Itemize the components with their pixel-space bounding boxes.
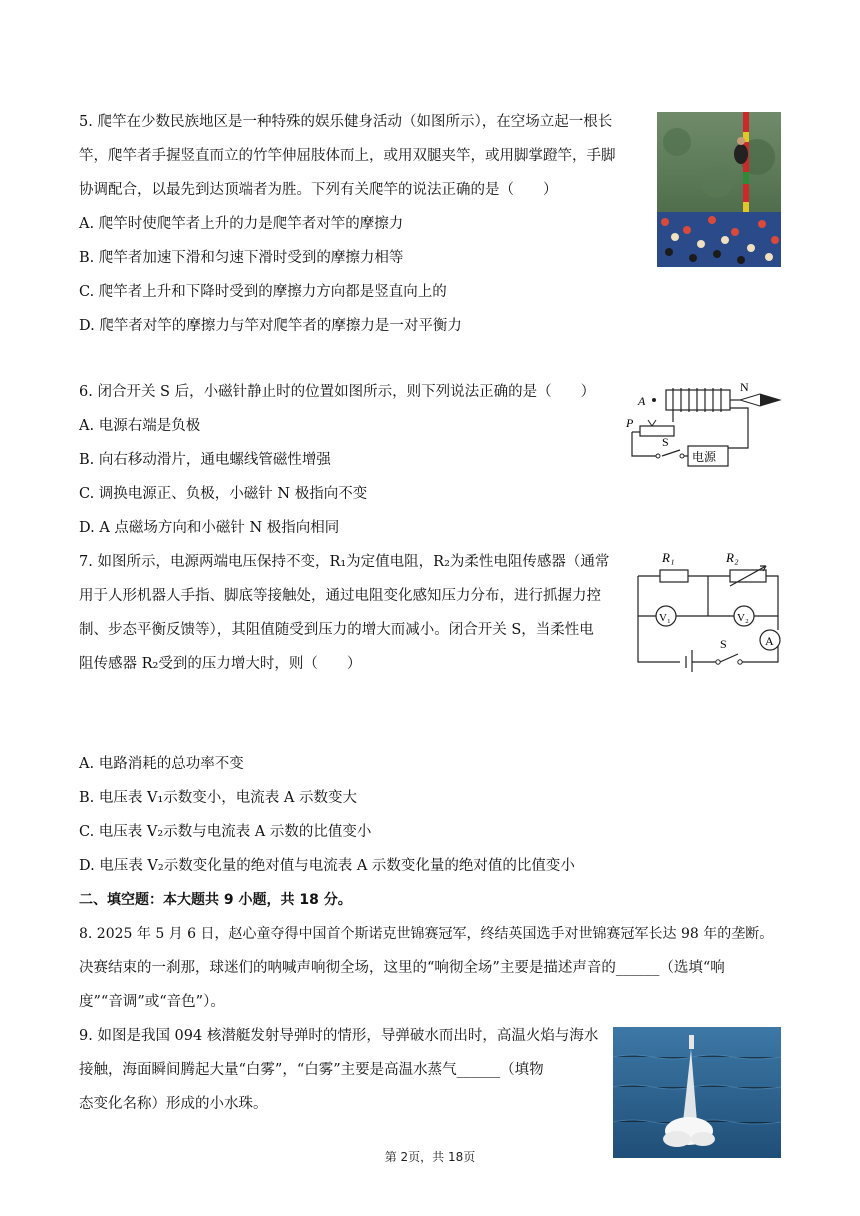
- q7-option-b: B. 电压表 V₁示数变小，电流表 A 示数变大: [79, 790, 357, 806]
- switch-label: S: [720, 637, 727, 651]
- power-supply-label: 电源: [692, 450, 717, 464]
- q9-line-2: 接触，海面瞬间腾起大量“白雾”，“白雾”主要是高温水蒸气______（填物: [79, 1062, 544, 1078]
- q7-stem-line-4: 阻传感器 R₂受到的压力增大时，则（ ）: [79, 656, 362, 672]
- north-pole-label: N: [740, 380, 749, 394]
- missile-launch-photo: [613, 1027, 781, 1158]
- voltmeter-v1-label: V₁: [659, 612, 671, 624]
- q5-stem-line-2: 竿，爬竿者手握竖直而立的竹竿伸屈肢体而上，或用双腿夹竿，或用脚掌蹬竿，手脚: [79, 148, 616, 164]
- section-heading: 二、填空题：本大题共 9 小题，共 18 分。: [79, 892, 352, 908]
- q6-option-a: A. 电源右端是负极: [79, 418, 201, 434]
- page-footer: 第 2页，共 18页: [384, 1150, 476, 1164]
- q9-line-3: 态变化名称）形成的小水珠。: [79, 1096, 268, 1112]
- point-a-label: A: [638, 394, 646, 408]
- q5-option-a: A. 爬竿时使爬竿者上升的力是爬竿者对竿的摩擦力: [79, 216, 404, 232]
- pole-climbing-photo: [657, 112, 781, 267]
- q7-option-a: A. 电路消耗的总功率不变: [79, 756, 244, 772]
- r2-label: R₂: [726, 550, 739, 565]
- switch-s-label: S: [662, 435, 669, 449]
- q6-option-c: C. 调换电源正、负极，小磁针 N 极指向不变: [79, 486, 368, 502]
- q5-stem-line-3: 协调配合，以最先到达顶端者为胜。下列有关爬竿的说法正确的是（ ）: [79, 182, 558, 198]
- q7-stem-line-3: 制、步态平衡反馈等），其阻值随受到压力的增大而减小。闭合开关 S，当柔性电: [79, 622, 594, 638]
- q5-option-b: B. 爬竿者加速下滑和匀速下滑时受到的摩擦力相等: [79, 250, 404, 266]
- q6-option-d: D. A 点磁场方向和小磁针 N 极指向相同: [79, 520, 340, 536]
- sensor-circuit-diagram: [630, 544, 786, 672]
- q9-line-1: 9. 如图是我国 094 核潜艇发射导弹时的情形，导弹破水而出时，高温火焰与海水: [79, 1028, 599, 1044]
- r1-label: R₁: [662, 550, 675, 565]
- q6-option-b: B. 向右移动滑片，通电螺线管磁性增强: [79, 452, 331, 468]
- voltmeter-v2-label: V₂: [737, 612, 749, 624]
- solenoid-circuit-diagram: [618, 378, 783, 468]
- q8-line-2: 决赛结束的一刹那，球迷们的呐喊声响彻全场，这里的“响彻全场”主要是描述声音的______（选填“响: [79, 960, 725, 976]
- q8-line-3: 度”“音调”或“音色”）。: [79, 994, 225, 1010]
- q6-stem: 6. 闭合开关 S 后，小磁针静止时的位置如图所示，则下列说法正确的是（ ）: [79, 384, 596, 400]
- q7-option-c: C. 电压表 V₂示数与电流表 A 示数的比值变小: [79, 824, 372, 840]
- ammeter-label: A: [765, 634, 774, 648]
- q7-stem-line-1: 7. 如图所示，电源两端电压保持不变，R₁为定值电阻，R₂为柔性电阻传感器（通常: [79, 554, 610, 570]
- slider-p-label: P: [626, 416, 634, 430]
- q7-option-d: D. 电压表 V₂示数变化量的绝对值与电流表 A 示数变化量的绝对值的比值变小: [79, 858, 575, 874]
- q5-stem-line-1: 5. 爬竿在少数民族地区是一种特殊的娱乐健身活动（如图所示），在空场立起一根长: [79, 114, 613, 130]
- q8-line-1: 8. 2025 年 5 月 6 日，赵心童夺得中国首个斯诺克世锦赛冠军，终结英国选手对世锦赛冠军长达 98 年的垄断。: [79, 926, 774, 942]
- q5-option-c: C. 爬竿者上升和下降时受到的摩擦力方向都是竖直向上的: [79, 284, 447, 300]
- q5-option-d: D. 爬竿者对竿的摩擦力与竿对爬竿者的摩擦力是一对平衡力: [79, 318, 462, 334]
- q7-stem-line-2: 用于人形机器人手指、脚底等接触处，通过电阻变化感知压力分布，进行抓握力控: [79, 588, 601, 604]
